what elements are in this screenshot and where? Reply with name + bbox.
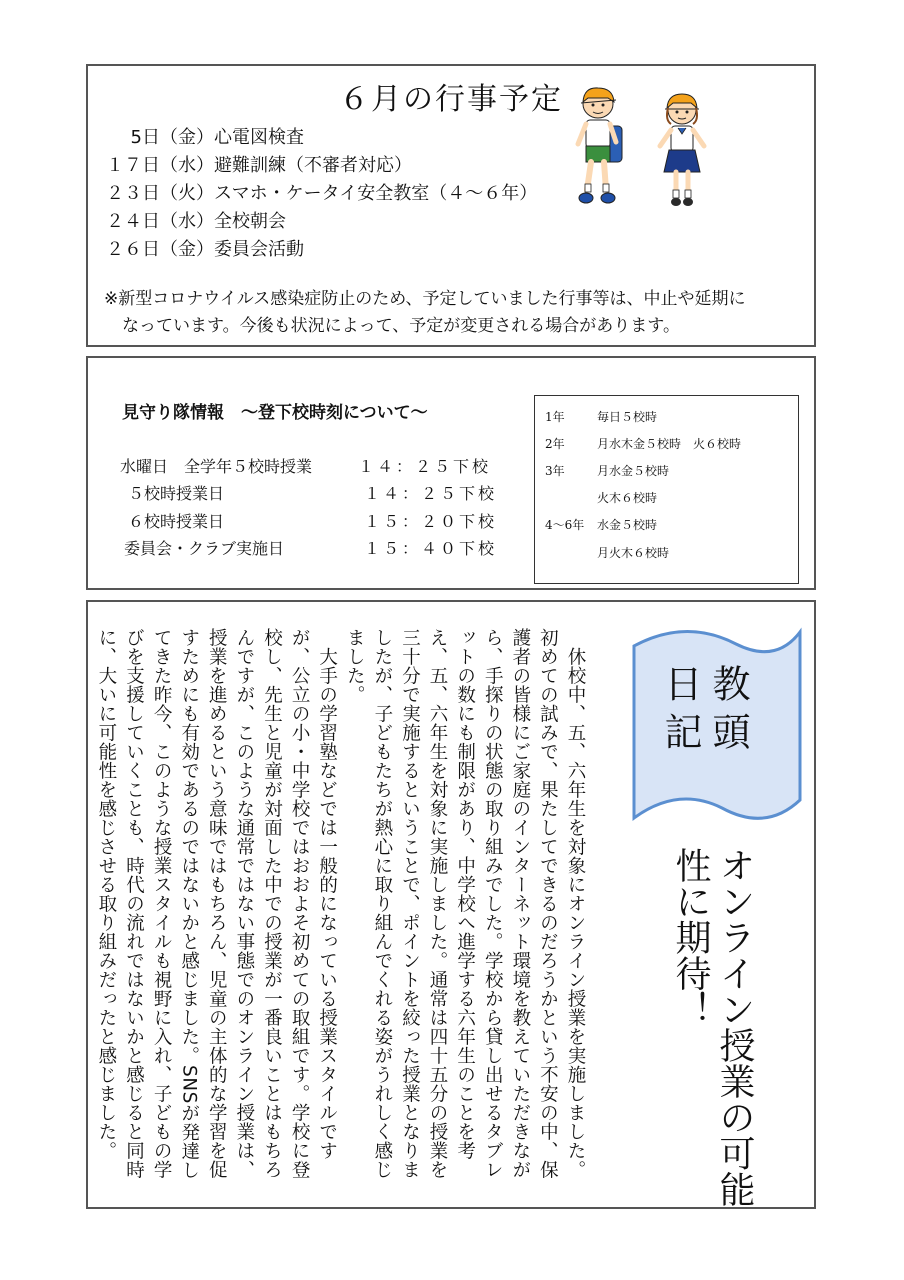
grade-label: 1年 <box>545 410 565 424</box>
schedule-label: 委員会・クラブ実施日 <box>124 539 285 558</box>
schedule-time: １５：４０下校 <box>364 539 498 558</box>
grade-schedule: 月水金５校時 <box>597 464 670 478</box>
event-item: ２４日（水）全校朝会 <box>106 211 286 232</box>
boy-illustration <box>572 86 632 208</box>
grade-label: 4～6年 <box>545 518 585 532</box>
schedule-time: １５：２０下校 <box>364 512 498 531</box>
grade-schedule: 火木６校時 <box>597 491 658 505</box>
events-note: ※新型コロナウイルス感染症防止のため、予定していました行事等は、中止や延期に なっています。今後も状況によって、予定が変更される場合があります。 <box>104 289 746 336</box>
diary-paragraph: 休校中、五、六年生を対象にオンライン授業を実施しました。初めての試みで、果たしてできるのだろうかという不安の中、保護者の皆様にご家庭のインターネット環境を教えていただきながら、手探りの状態の取り組みでした。学校から貸し出せるタブレットの数にも制限があり、中学校へ進学する六年生のことを考え、五、六年生を対象に実施しました。通常は四十五分の授業を三十分で実施するということで、ポイントを絞った授業となりましたが、子どもたちが熱心に取り組んでくれる姿がうれしく感じました。 <box>344 628 586 1179</box>
watch-info-box <box>86 356 816 590</box>
girl-illustration <box>650 92 714 210</box>
diary-paragraph: 大手の学習塾などでは一般的になっている授業スタイルですが、公立の小・中学校ではおおよそ初めての取組です。学校に登校し、先生と児童が対面した中での授業が一番良いことはもちろんですが、このような通常ではない事態でのオンライン授業は、授業を進めるという意味ではもちろん、児童の主体的な学習を促すためにも有効であるのではないかと感じました。SNSが発達してきた昨今、このような授業スタイルも視野に入れ、子どもの学びを支援していくことも、時代の流れではないかと感じると同時に、大いに可能性を感じさせる取り組みだったと感じました。 <box>95 628 338 1180</box>
events-title: ６月の行事予定 <box>339 82 563 117</box>
grade-schedule: 毎日５校時 <box>597 410 658 424</box>
schedule-label: 水曜日 全学年５校時授業 <box>120 457 313 476</box>
schedule-label: ５校時授業日 <box>128 484 225 503</box>
watch-title: 見守り隊情報 ～登下校時刻について～ <box>122 403 428 423</box>
event-item: １７日（水）避難訓練（不審者対応） <box>106 155 412 176</box>
grade-label: 2年 <box>545 437 565 451</box>
schedule-time: １４：２５下校 <box>358 457 492 476</box>
diary-banner-title: 教頭日記 <box>658 664 750 760</box>
schedule-label: ６校時授業日 <box>128 512 225 531</box>
event-item: 5日（金）心電図検査 <box>130 127 304 148</box>
event-item: ２３日（火）スマホ・ケータイ安全教室（４～６年） <box>106 183 538 204</box>
grade-schedule: 水金５校時 <box>597 518 658 532</box>
grade-schedule: 月火木６校時 <box>597 546 670 560</box>
event-item: ２６日（金）委員会活動 <box>106 239 304 260</box>
schedule-time: １４：２５下校 <box>364 484 498 503</box>
events-box <box>86 64 816 347</box>
diary-box <box>86 600 816 1209</box>
grade-schedule: 月水木金５校時 火６校時 <box>597 437 742 451</box>
diary-body <box>92 628 589 1183</box>
grade-label: 3年 <box>545 464 565 478</box>
grade-schedule-box <box>534 395 799 584</box>
diary-heading: オンライン授業の可能性に期待！ <box>670 847 755 1207</box>
